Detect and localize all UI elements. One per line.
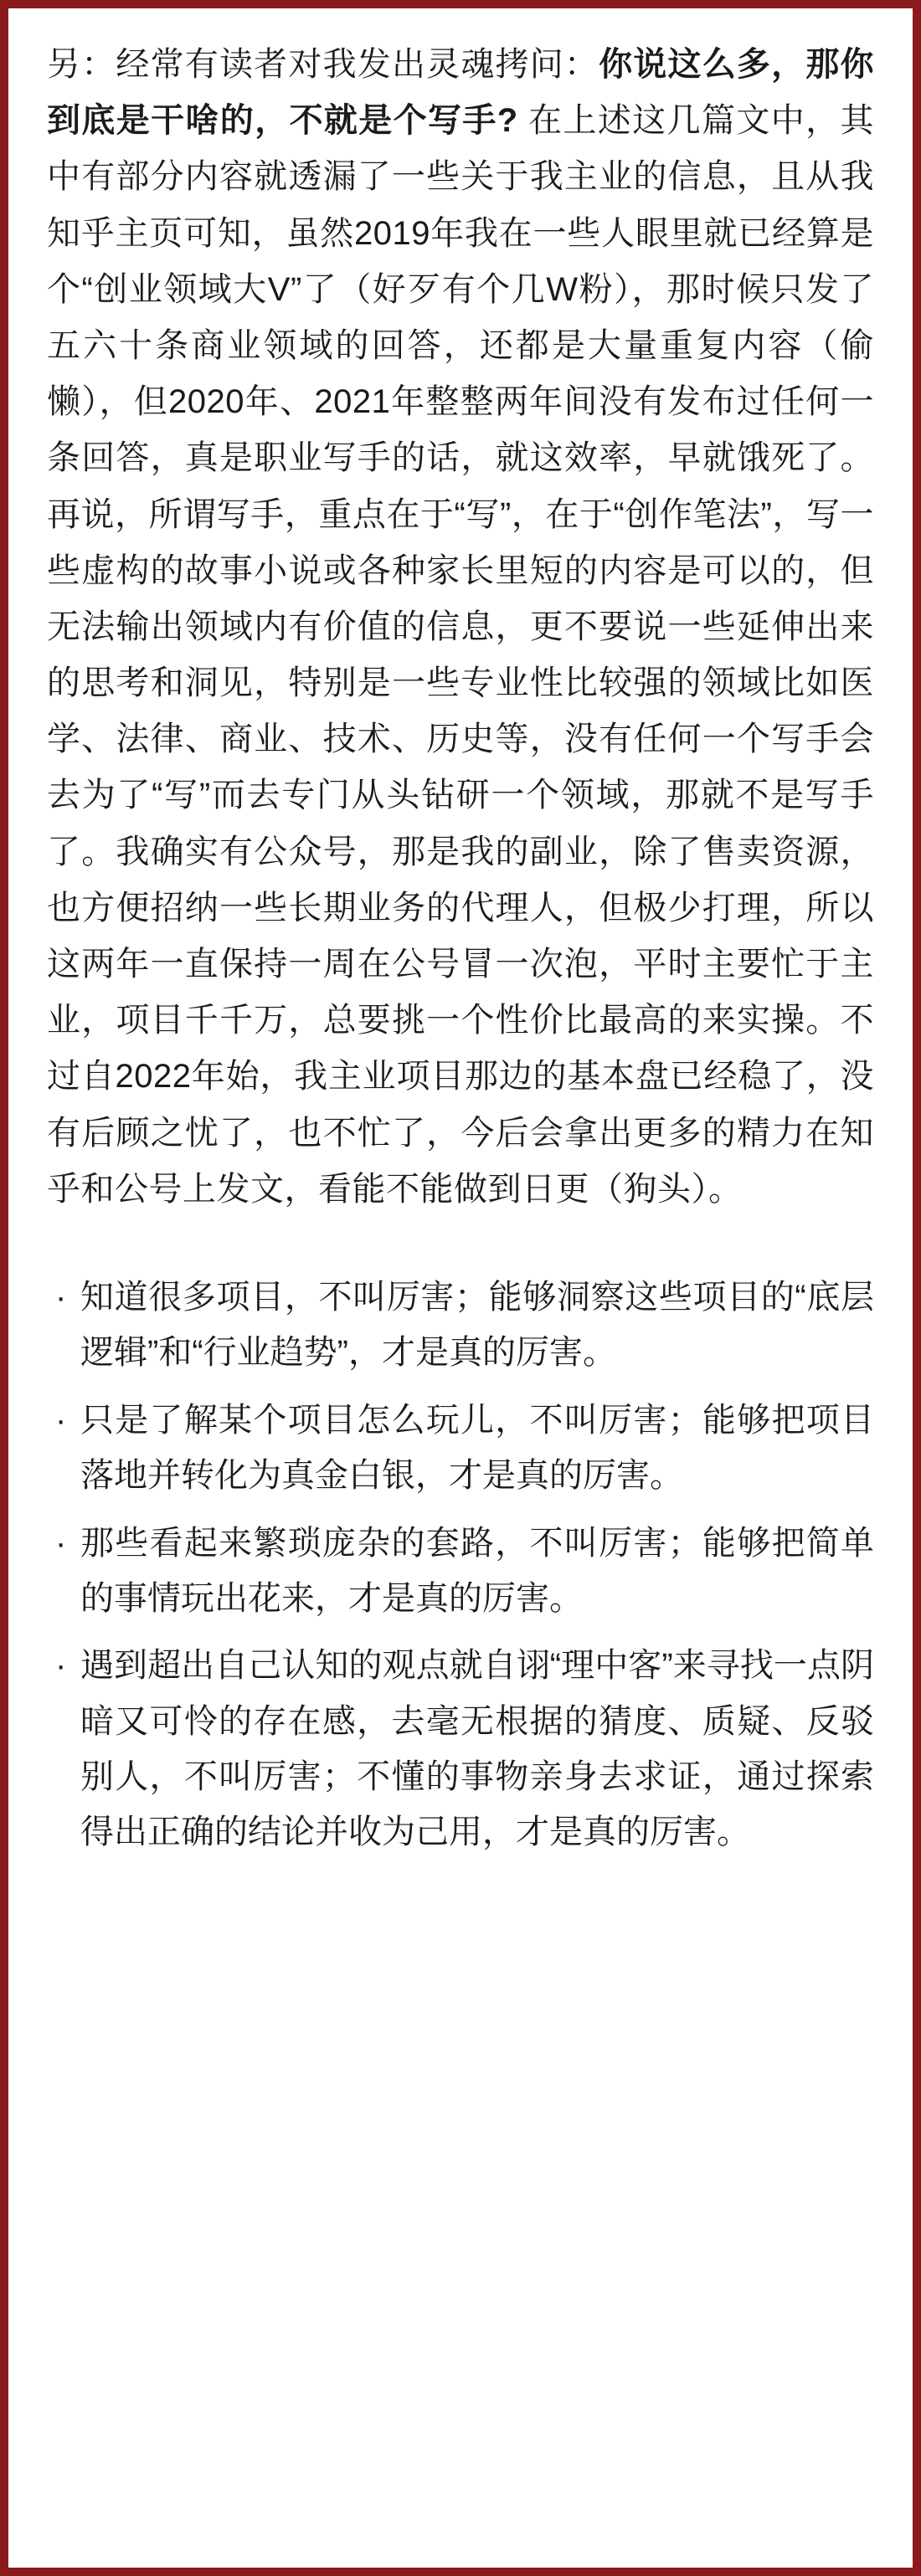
bullet-marker-icon: · [55,1524,67,1562]
list-item-text: 遇到超出自己认知的观点就自诩“理中客”来寻找一点阴暗又可怜的存在感，去毫无根据的猜度、质疑、反驳别人，不叫厉害；不懂的事物亲身去求证，通过探索得出正确的结论并收为己用，才是真的厉害。 [80,1647,874,1851]
bullet-marker-icon: · [55,1278,67,1316]
list-item [47,1393,874,1504]
list-item [47,1638,874,1860]
list-item-text: 只是了解某个项目怎么玩儿，不叫厉害；能够把项目落地并转化为真金白银，才是真的厉害。 [80,1401,874,1495]
paragraph-lead-text: 另：经常有读者对我发出灵魂拷问： [47,46,599,83]
paragraph-bold-question: 你说这么多，那你到底是干啥的，不就是个写手? [47,46,875,140]
main-paragraph [47,37,874,1218]
bullet-list [47,1270,874,1860]
list-item-text: 那些看起来繁琐庞杂的套路，不叫厉害；能够把简单的事情玩出花来，才是真的厉害。 [80,1524,874,1617]
list-item-text: 知道很多项目，不叫厉害；能够洞察这些项目的“底层逻辑”和“行业趋势”，才是真的厉害。 [80,1278,874,1372]
bullet-marker-icon: · [55,1401,67,1439]
list-item [47,1270,874,1381]
bullet-marker-icon: · [55,1647,67,1685]
list-item [47,1516,874,1627]
article-body [47,37,874,1218]
paragraph-rest-text: 在上述这几篇文中，其中有部分内容就透漏了一些关于我主业的信息，且从我知乎主页可知，虽然2019年我在一些人眼里就已经算是个“创业领域大V”了（好歹有个几W粉），那时候只发了五六十条商业领域的回答，还都是大量重复内容（偷懒），但2020年、2021年整整两年间没有发布过任何一条回答，真是职业写手的话，就这效率，早就饿死了。再说，所谓写手，重点在于“写”，在于“创作笔法”，写一些虚构的故事小说或各种家长里短的内容是可以的，但无法输出领域内有价值的信息，更不要说一些延伸出来的思考和洞见，特别是一些专业性比较强的领域比如医学、法律、商业、技术、历史等，没有任何一个写手会去为了“写”而去专门从头钻研一个领域，那就不是写手了。我确实有公众号，那是我的副业，除了售卖资源，也方便招纳一些长期业务的代理人，但极少打理，所以这两年一直保持一周在公号冒一次泡，平时主要忙于主业，项目千千万，总要挑一个性价比最高的来实操。不过自2022年始，我主业项目那边的基本盘已经稳了，没有后顾之忧了，也不忙了，今后会拿出更多的精力在知乎和公号上发文，看能不能做到日更（狗头）。 [47,102,874,1208]
paragraph-spacer [47,1218,874,1270]
